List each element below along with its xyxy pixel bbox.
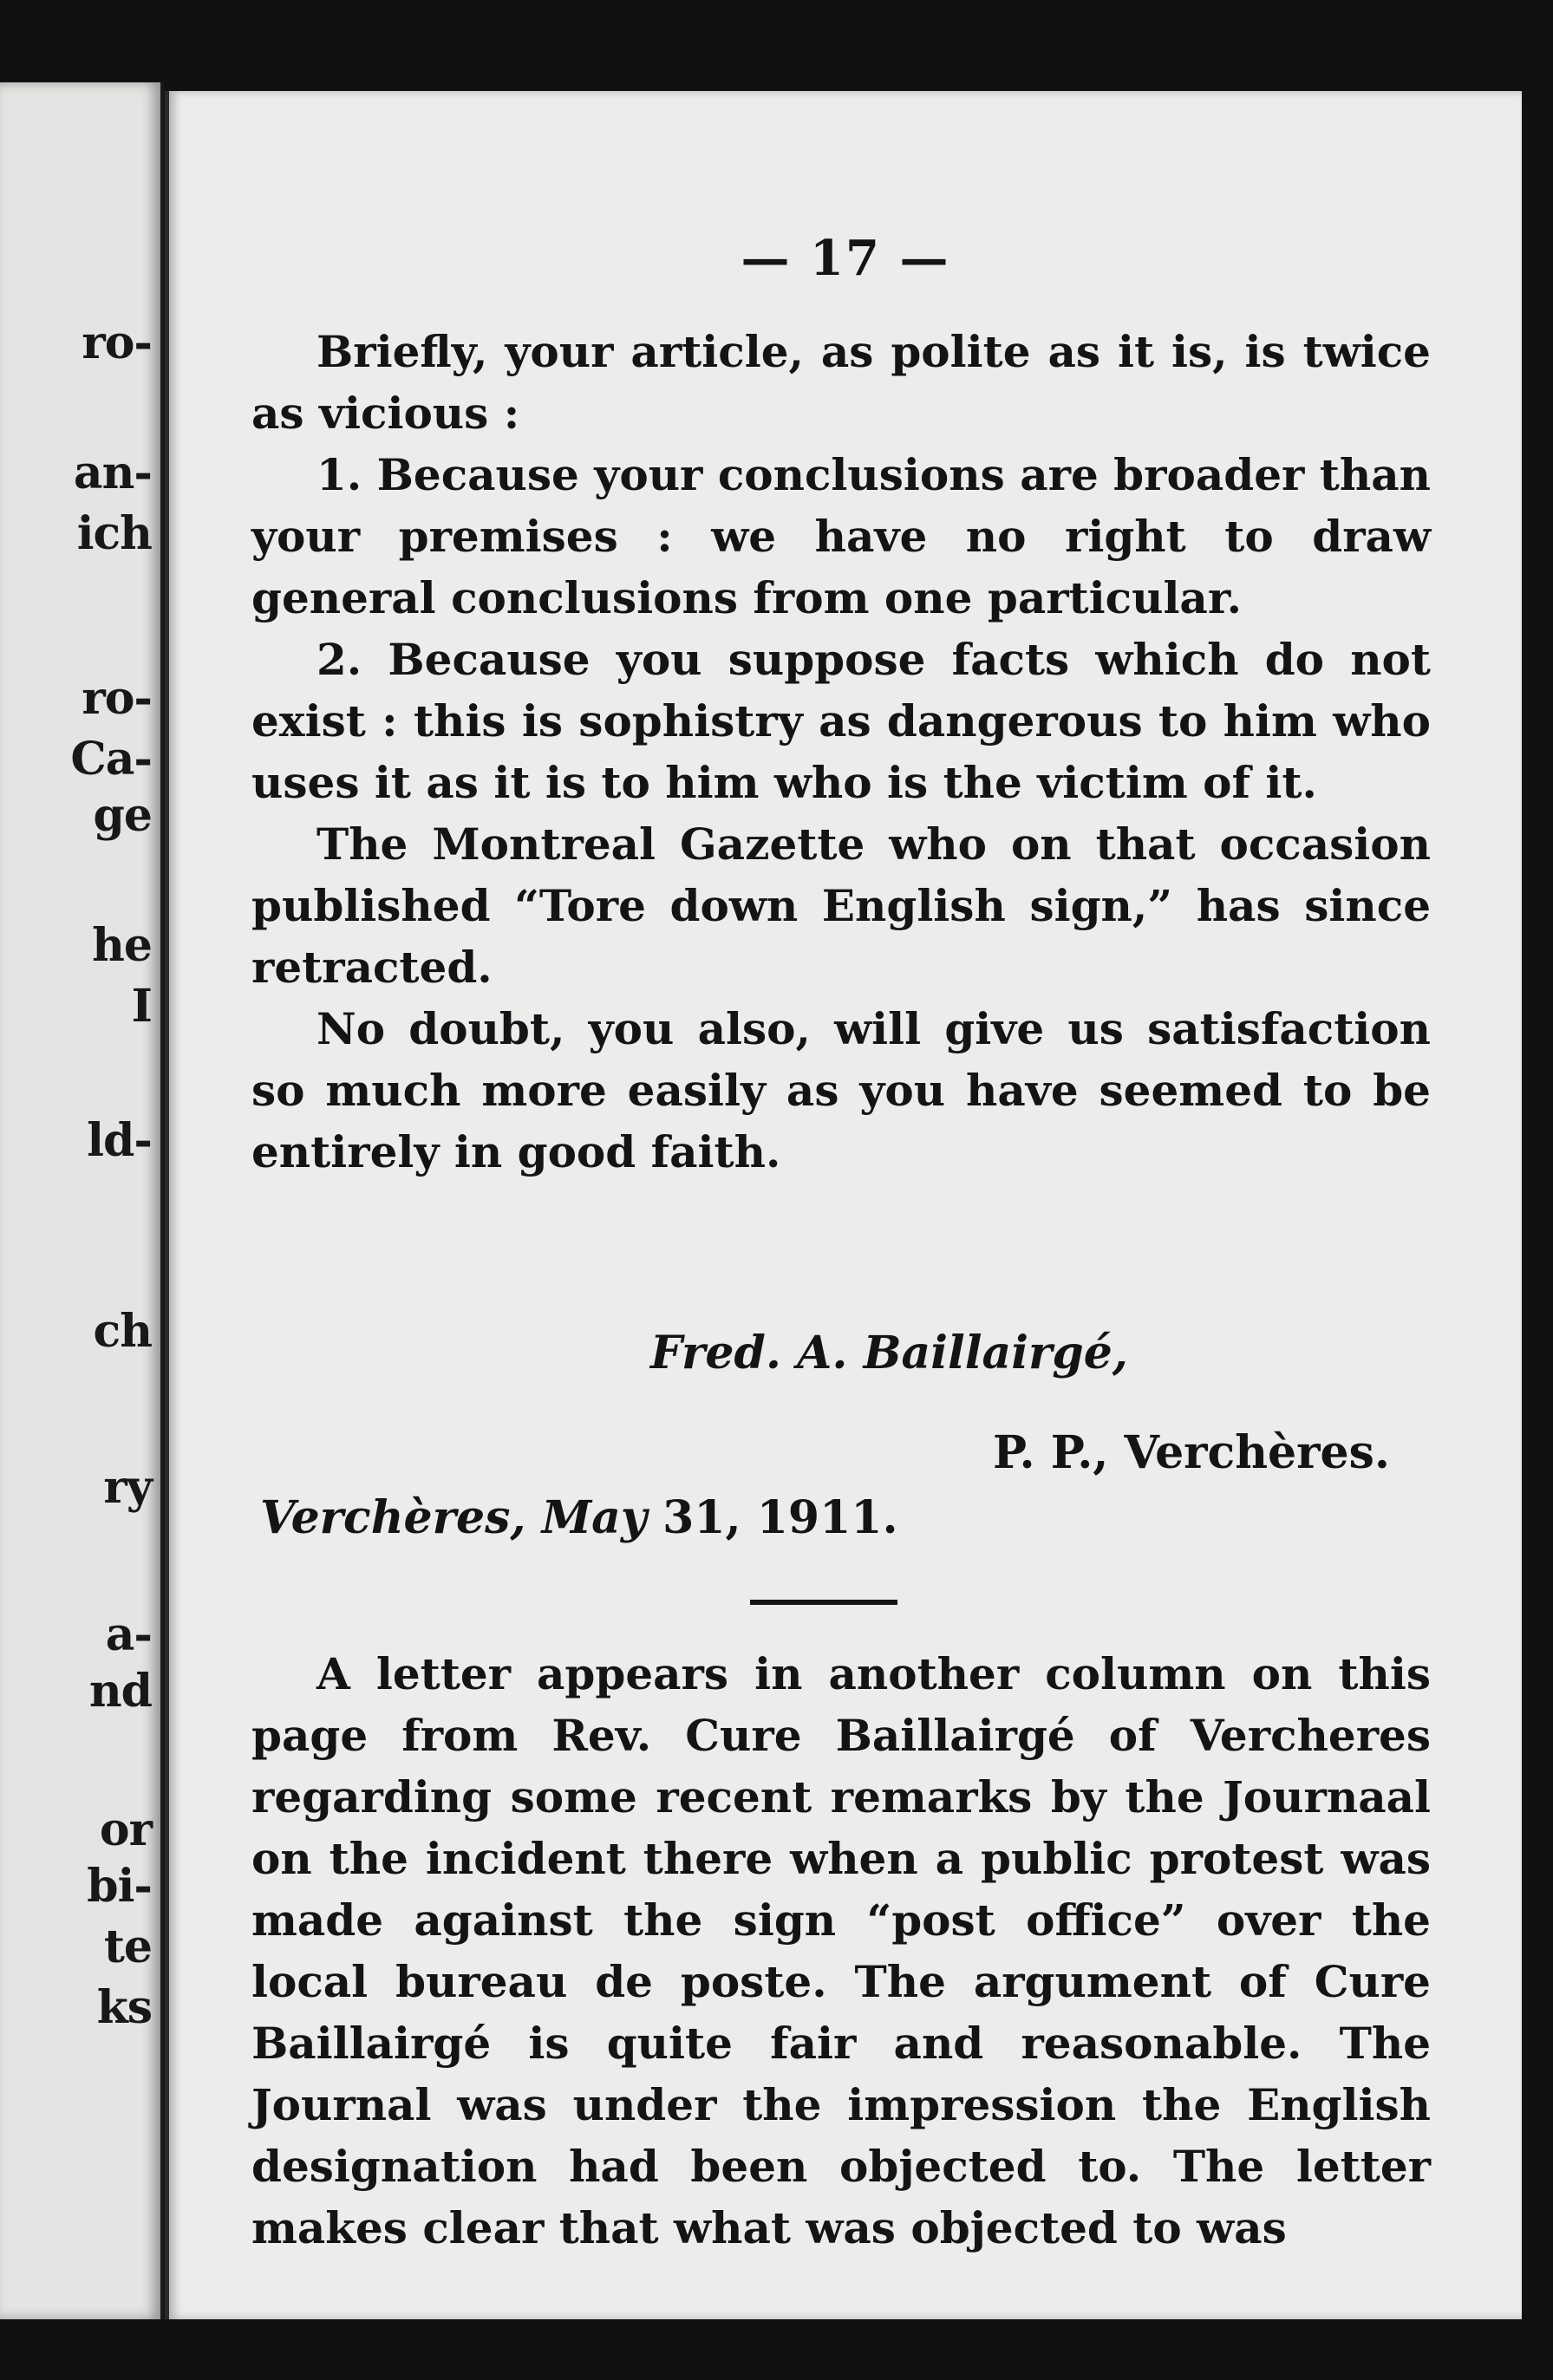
- letter-paragraph: The Montreal Gazette who on that occasion published “Tore down English sign,” has since retracted.: [251, 818, 1431, 993]
- left-page-fragment: or: [99, 1803, 152, 1856]
- left-page-fragment: he: [92, 919, 152, 972]
- letter-paragraph: Briefly, your article, as polite as it is, is twice as vicious :: [251, 326, 1431, 439]
- page-number: — 17 —: [741, 230, 950, 287]
- left-page-fragment: ge: [93, 789, 152, 842]
- left-page-fragment: te: [103, 1920, 152, 1973]
- left-page-fragment: ch: [93, 1305, 152, 1358]
- left-page-fragment: ld-: [87, 1114, 152, 1167]
- left-page-fragment: I: [131, 980, 152, 1033]
- letter-paragraph: 1. Because your conclusions are broader than your premises : we have no right to draw general conclusions from one particular.: [251, 449, 1431, 623]
- left-page-fragment: an-: [73, 447, 152, 499]
- letter-body: [251, 321, 1431, 1183]
- dateline-date: 31, 1911.: [662, 1491, 898, 1544]
- left-page-fragment: ro-: [82, 672, 152, 725]
- left-page-fragment: Ca-: [70, 733, 152, 786]
- letter-paragraph: No doubt, you also, will give us satisfaction so much more easily as you have seemed to be entirely in good faith.: [251, 1003, 1431, 1177]
- editorial-body: [251, 1643, 1431, 2259]
- dateline: [260, 1491, 898, 1544]
- left-page-fragment: ro-: [82, 316, 152, 369]
- left-page-fragment: ks: [96, 1981, 152, 2034]
- dateline-place: Verchères, May: [260, 1491, 648, 1544]
- letter-paragraph: 2. Because you suppose facts which do not exist : this is sophistry as dangerous to him who uses it as it is to him who is the victim of it.: [251, 634, 1431, 808]
- signature-title: P. P., Verchères.: [993, 1426, 1390, 1479]
- document-page: [165, 91, 1522, 2319]
- left-page-fragment: bi-: [87, 1860, 152, 1913]
- signature-name: Fred. A. Baillairgé,: [650, 1327, 1128, 1379]
- left-page-fragment: ich: [76, 507, 152, 560]
- section-divider: [750, 1600, 897, 1605]
- editorial-paragraph: A letter appears in another column on this page from Rev. Cure Baillairgé of Vercheres regarding some recent remarks by the Journaal on the incident there when a public protest was made against the sign “post office” over the local bureau de poste. The argument of Cure Baillairgé is quite fair and reasonable. The Journal was under the impression the English designation had been objected to. The letter makes clear that what was objected to was: [251, 1648, 1431, 2253]
- left-page-edge: [0, 82, 164, 2319]
- left-page-fragment: a-: [105, 1608, 152, 1661]
- left-page-fragment: ry: [103, 1461, 152, 1514]
- left-page-fragment: nd: [88, 1665, 152, 1718]
